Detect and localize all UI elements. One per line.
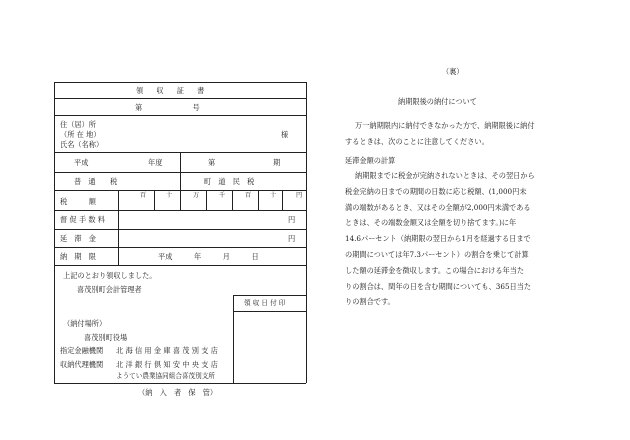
late-fee-label: 延 滞 金 — [60, 234, 96, 243]
body-line: 納期限までに税金が完納されないときは、その翌日から — [355, 171, 535, 180]
agent-coop: ようてい農業協同組合喜茂別支所 — [116, 372, 215, 380]
name-label: 氏名（名称） — [60, 140, 104, 149]
rule — [233, 311, 306, 312]
footer-note: （納 入 者 保 管） — [138, 388, 218, 397]
address-label: 住（居）所 — [60, 120, 96, 129]
intro-line: 万一納期限内に納付できなかった方で、納期限後に納付 — [355, 121, 535, 130]
section-heading: 延滞金額の計算 — [345, 156, 396, 165]
body-line: ときは、その端数金額又は全額を切り捨てます。)に年 — [345, 218, 517, 228]
period-year: 年度 — [148, 158, 163, 167]
digit-unit: 千 — [219, 192, 226, 199]
digit-unit: 百 — [245, 192, 252, 199]
tax-amount-label: 税 額 — [60, 197, 96, 206]
bank-name: 北 海 信 用 金 庫 喜 茂 別 支 店 — [116, 346, 218, 355]
rule — [54, 82, 306, 83]
rule — [54, 229, 306, 230]
body-line: した額の延滞金を徴収します。この場合における年当た — [345, 265, 525, 275]
period-no: 第 — [208, 158, 216, 167]
treasurer: 喜茂別町会計管理者 — [77, 285, 142, 294]
rule — [54, 98, 306, 99]
body-paragraph — [345, 168, 595, 310]
rule — [54, 247, 306, 248]
intro-line: するときは、次のことに注意してください。 — [345, 136, 489, 146]
digit-unit: 十 — [166, 192, 173, 199]
period-era: 平成 — [74, 158, 89, 167]
digit-unit: 十 — [270, 192, 277, 199]
rule — [54, 383, 306, 384]
tax-type-futsu: 普 通 税 — [74, 177, 118, 186]
received-text: 上記のとおり領収しました。 — [63, 271, 157, 280]
rule — [232, 190, 233, 210]
rule — [258, 190, 259, 210]
stamp-label: 領 収 日 付 印 — [244, 299, 286, 307]
tax-type-town: 町 道 民 税 — [204, 177, 255, 186]
receipt-title: 領 収 証 書 — [136, 86, 208, 95]
honorific: 様 — [281, 130, 289, 139]
bank-label: 指定金融機関 — [60, 346, 104, 355]
digit-unit: 円 — [296, 192, 303, 199]
period-ki: 期 — [273, 158, 281, 167]
location-label: （所 在 地） — [60, 130, 101, 139]
rule — [180, 190, 181, 210]
reminder-fee-label: 督 促 手 数 料 — [60, 215, 106, 224]
body-line: の期間については年7.3パーセント）の割合を乗じて計算 — [345, 249, 529, 259]
body-line: 14.6パーセント（納期限の翌日から1月を経過する日まで — [345, 234, 531, 244]
deadline-date: 平成 年 月 日 — [158, 252, 259, 261]
intro-paragraph — [345, 118, 595, 150]
rule — [54, 210, 306, 211]
digit-unit: 百 — [140, 192, 147, 199]
body-line: りの割合は、閏年の日を含む期間についても、365日当た — [345, 281, 532, 291]
rule — [54, 265, 306, 266]
late-fee-unit: 円 — [288, 234, 296, 243]
reminder-fee-unit: 円 — [288, 215, 296, 224]
rule — [180, 152, 181, 190]
payment-place-label: （納付場所） — [63, 319, 107, 328]
side-label: （裏） — [442, 67, 464, 76]
rule — [54, 115, 306, 116]
rule — [233, 295, 306, 296]
town-office: 喜茂別町役場 — [84, 333, 128, 342]
rule — [54, 82, 55, 383]
body-line: りの割合です。 — [345, 297, 395, 307]
rule — [282, 190, 283, 210]
rule — [233, 295, 234, 383]
deadline-label: 納 期 限 — [60, 252, 96, 261]
rule — [154, 190, 155, 210]
agent-bank: 北 洋 銀 行 倶 知 安 中 央 支 店 — [116, 360, 218, 369]
rule — [118, 190, 119, 265]
body-line: 税金完納の日までの期間の日数に応じ税額、(1,000円未 — [345, 186, 527, 196]
digit-unit: 万 — [193, 192, 200, 199]
rule — [306, 82, 307, 383]
agent-label: 収納代理機関 — [60, 360, 104, 369]
receipt-number-label: 第 号 — [135, 103, 200, 112]
rule — [206, 190, 207, 210]
notes-title: 納期限後の納付について — [398, 97, 477, 106]
body-line: 満の端数があるとき、又はその全額が2,000円未満である — [345, 202, 531, 212]
